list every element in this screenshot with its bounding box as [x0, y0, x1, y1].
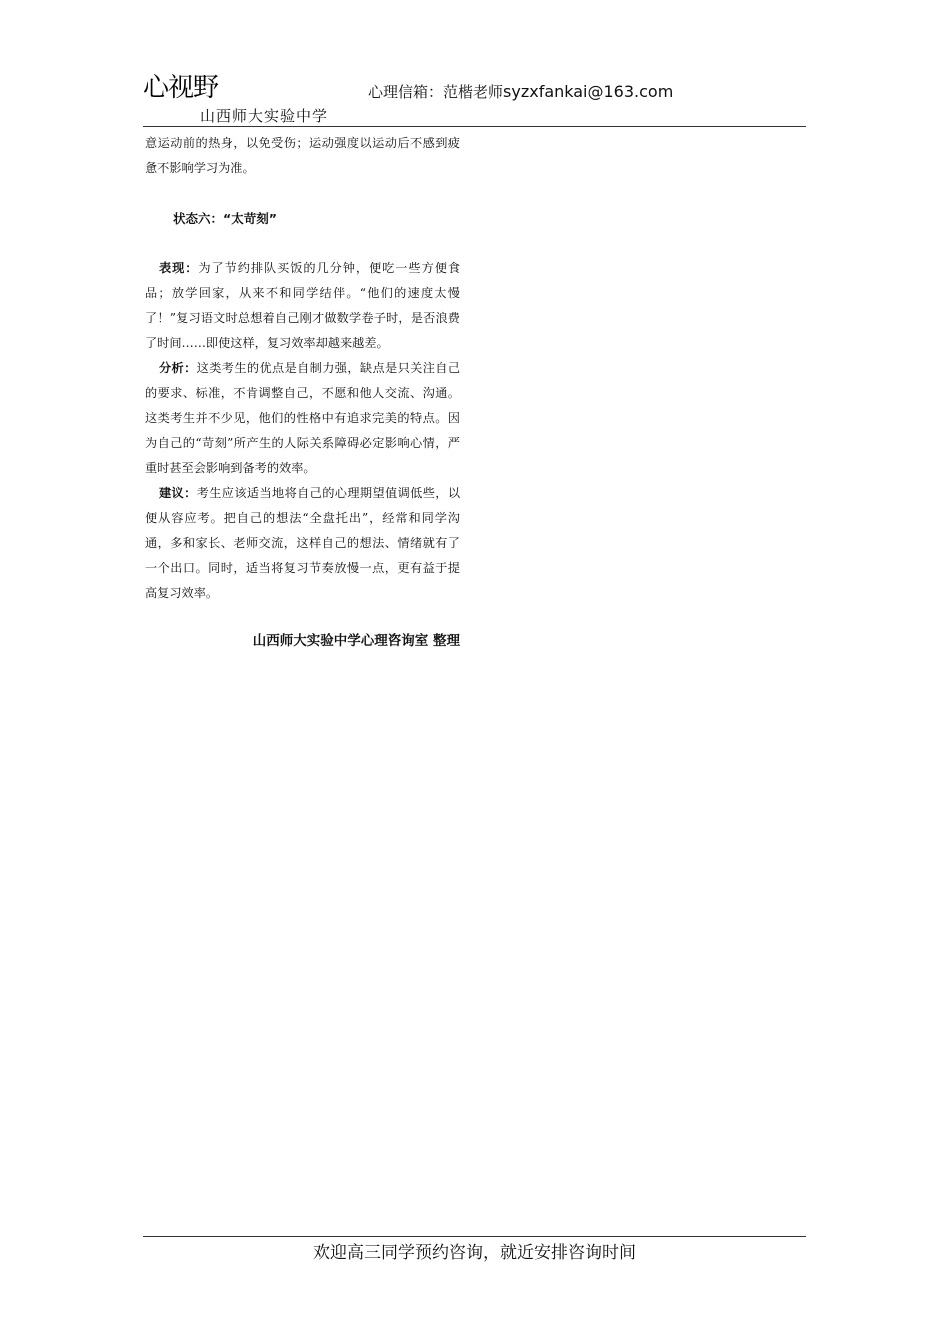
- footer-text: 欢迎高三同学预约咨询，就近安排咨询时间: [313, 1243, 636, 1263]
- advice-label: 建议：: [159, 486, 197, 500]
- performance-paragraph: [145, 256, 460, 356]
- mailbox-label: 心理信箱：范楷老师: [368, 83, 504, 101]
- article-column: [145, 131, 460, 653]
- header-divider: [143, 126, 806, 127]
- performance-label: 表现：: [159, 261, 199, 275]
- mailbox-line: [368, 82, 673, 102]
- analysis-label: 分析：: [159, 361, 197, 375]
- continuation-paragraph: 意运动前的热身，以免受伤；运动强度以运动后不感到疲惫不影响学习为准。: [145, 136, 460, 175]
- page-header: [0, 0, 950, 130]
- analysis-text: 这类考生的优点是自制力强，缺点是只关注自己的要求、标准，不肯调整自己，不愿和他人交流、沟通。这类考生并不少见，他们的性格中有追求完美的特点。因为自己的“苛刻”所产生的人际关系障碍必定影响心情，严重时甚至会影响到备考的效率。: [145, 361, 461, 475]
- advice-paragraph: [145, 481, 460, 606]
- brand-title: 心视野: [143, 73, 219, 103]
- credit-line: 山西师大实验中学心理咨询室 整理: [252, 633, 460, 649]
- state-title: 状态六：“太苛刻”: [173, 211, 277, 226]
- email-address: syzxfankai@163.com: [503, 82, 674, 101]
- analysis-paragraph: [145, 356, 460, 481]
- school-name: 山西师大实验中学: [200, 107, 329, 125]
- performance-text: 为了节约排队买饭的几分钟，便吃一些方便食品；放学回家，从来不和同学结伴。“他们的速度太慢了！”复习语文时总想着自己刚才做数学卷子时，是否浪费了时间……即使这样，复习效率却越来越差。: [145, 261, 461, 350]
- footer-divider: [143, 1236, 806, 1237]
- advice-text: 考生应该适当地将自己的心理期望值调低些，以便从容应考。把自己的想法“全盘托出”，经常和同学沟通，多和家长、老师交流，这样自己的想法、情绪就有了一个出口。同时，适当将复习节奏放慢一点，更有益于提高复习效率。: [145, 486, 461, 600]
